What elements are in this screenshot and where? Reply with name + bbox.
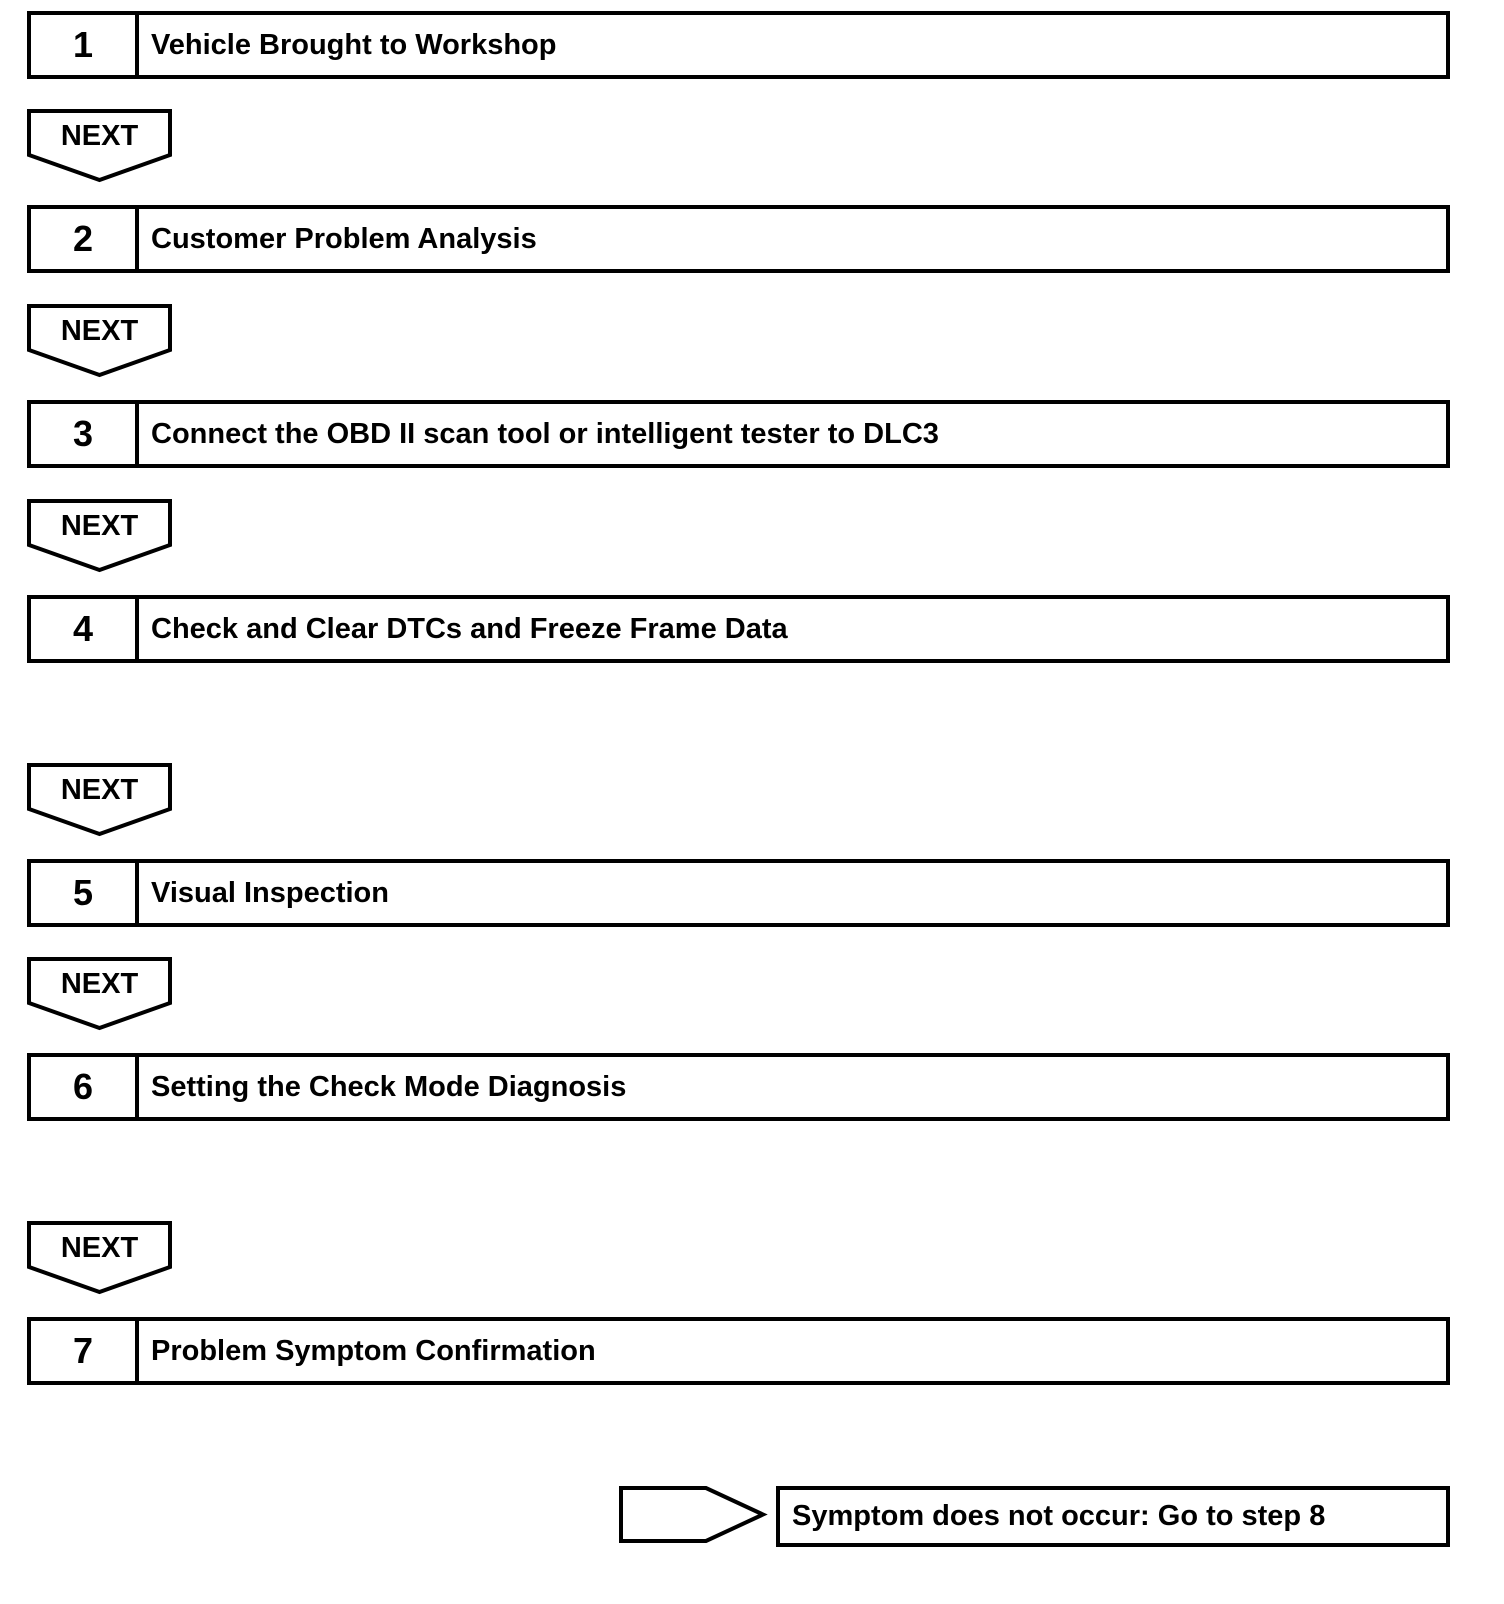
step-box-5 [27,859,1450,927]
next-label: NEXT [60,1232,139,1264]
step-label: Visual Inspection [151,876,389,909]
right-arrow-shape [619,1486,765,1543]
next-label: NEXT [60,120,139,152]
step-label: Check and Clear DTCs and Freeze Frame Data [151,612,788,645]
step-box-4 [27,595,1450,663]
step-number: 5 [31,863,139,923]
next-arrow-4 [27,763,172,836]
step-label: Customer Problem Analysis [151,222,537,255]
step-box-3 [27,400,1450,468]
step-box-6 [27,1053,1450,1121]
step-label: Problem Symptom Confirmation [151,1334,596,1367]
step-number: 3 [31,404,139,464]
step-number: 1 [31,15,139,75]
step-box-1 [27,11,1450,79]
step-number: 6 [31,1057,139,1117]
step-label: Setting the Check Mode Diagnosis [151,1070,627,1103]
next-arrow-1 [27,109,172,182]
next-arrow-5 [27,957,172,1030]
next-arrow-2 [27,304,172,377]
step-number: 4 [31,599,139,659]
right-arrow-icon [619,1486,765,1543]
result-box: Symptom does not occur: Go to step 8 [776,1486,1450,1547]
next-arrow-6 [27,1221,172,1294]
next-label: NEXT [60,774,139,806]
step-label: Vehicle Brought to Workshop [151,28,557,61]
step-box-2 [27,205,1450,273]
next-label: NEXT [60,968,139,1000]
next-label: NEXT [60,315,139,347]
step-label: Connect the OBD II scan tool or intelligent tester to DLC3 [151,417,939,450]
next-arrow-3 [27,499,172,572]
step-number: 2 [31,209,139,269]
next-label: NEXT [60,510,139,542]
step-box-7 [27,1317,1450,1385]
step-number: 7 [31,1321,139,1381]
